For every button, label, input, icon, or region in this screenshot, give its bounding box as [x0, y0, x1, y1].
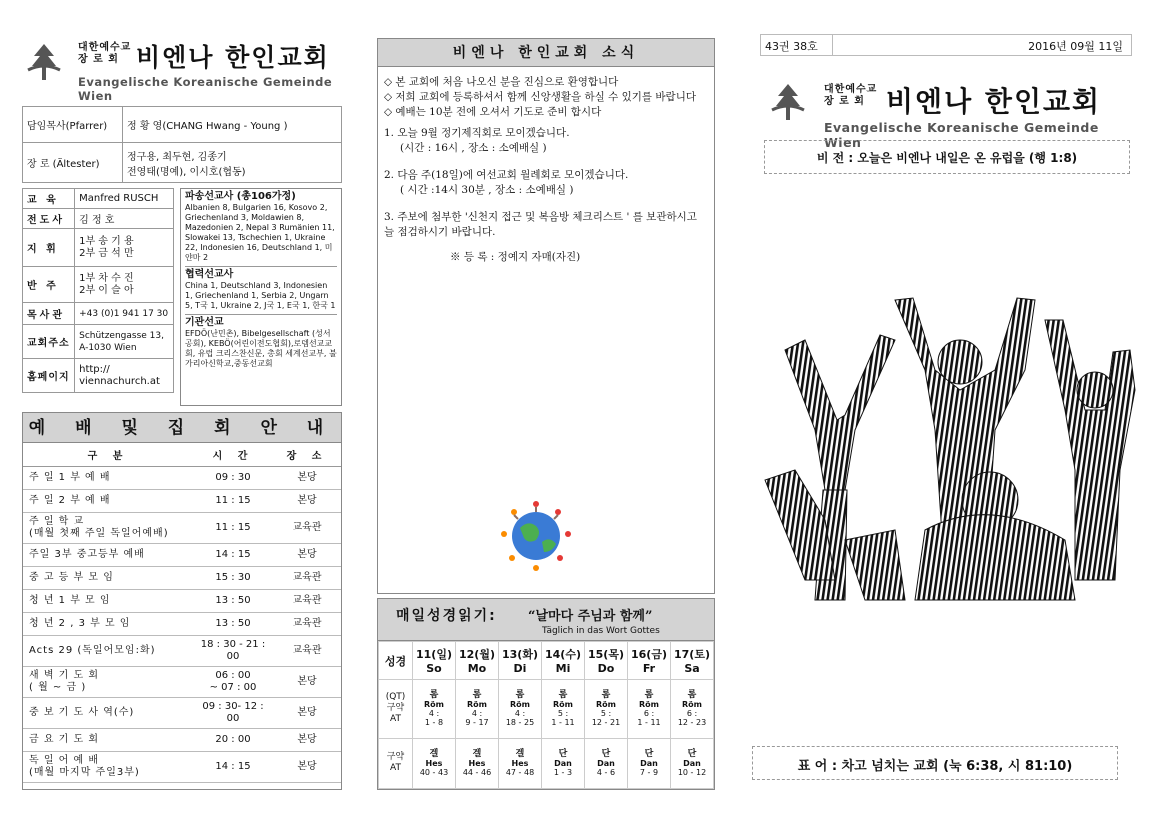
bible-book-de: Dan — [683, 759, 701, 769]
news-welcome-2: ◇ 저희 교회에 등록하셔서 함께 신앙생활을 하실 수 있기를 바랍니다 — [384, 91, 696, 103]
staff-value: 김 정 호 — [75, 209, 174, 229]
bible-book-de: Hes — [425, 759, 443, 769]
mission-text-3: EFDÖ(난민촌), Bibelgesellschaft (성서공회), KEBÖ(어린이전도협회),로뎀선교교회, 유럽 크리스찬신문, 총회 세계선교부, 불가리아신학교,중동선교회 — [185, 329, 337, 368]
bible-day: 17(토) Sa — [671, 642, 714, 680]
bible-book-kr: 단 — [601, 749, 611, 760]
bible-book-de: Röm — [510, 700, 530, 710]
bible-book-kr: 롬 — [687, 690, 697, 701]
bible-book-kr: 롬 — [515, 690, 525, 701]
staff-label: 홈페이지 — [23, 359, 75, 393]
staff-table — [22, 188, 174, 393]
news-registration: ※ 등 록 : 정예지 자매(자진) — [450, 251, 581, 263]
bible-row-head: 성경 — [379, 642, 413, 680]
bible-reading-cell — [542, 738, 585, 788]
service-name: 청 년 2 , 3 부 모 임 — [23, 613, 193, 636]
service-time: 14 : 15 — [193, 752, 273, 783]
bible-reading-cell — [671, 680, 714, 738]
staff-label: 교 육 — [23, 189, 75, 209]
staff-label: 지 휘 — [23, 229, 75, 267]
service-time: 09 : 30 — [193, 467, 273, 490]
bible-chapter: 1 - 3 — [553, 768, 573, 778]
service-row — [23, 490, 341, 513]
brand-small-bottom: 장 로 회 — [824, 96, 865, 107]
bible-book-kr: 겔 — [429, 749, 439, 760]
bible-reading-cell — [499, 680, 542, 738]
bible-chapter: 5 : 12 - 21 — [591, 709, 621, 728]
brand-small-top: 대한예수교 — [824, 84, 878, 95]
service-row — [23, 667, 341, 698]
left-brand — [22, 38, 342, 103]
bible-book-de: Röm — [553, 700, 573, 710]
bible-chapter: 7 - 9 — [639, 768, 659, 778]
mission-title-2: 협력선교사 — [185, 269, 234, 280]
bible-reading-cell — [671, 738, 714, 788]
staff-label: 전도사 — [23, 209, 75, 229]
bible-book-de: Röm — [682, 700, 702, 710]
mission-text-1: Albanien 8, Bulgarien 16, Kosovo 2, Griechenland 3, Moldawien 8, Mazedonien 2, Nepal 3 Rumänien 11, Slowakei 13, Tschechien 1, Ukraine 22, Indonesien 16, Deutschland 1, 미얀마 2 — [185, 203, 337, 267]
service-place: 교육관 — [273, 513, 341, 544]
bible-day: 15(목) Do — [585, 642, 628, 680]
bible-book-kr: 롬 — [472, 690, 482, 701]
service-time: 14 : 15 — [193, 544, 273, 567]
service-place: 교육관 — [273, 613, 341, 636]
bible-reading-cell — [585, 738, 628, 788]
staff-value: Schützengasse 13, A-1030 Wien — [75, 325, 174, 359]
bible-book-kr: 겔 — [472, 749, 482, 760]
bible-day: 11(일) So — [413, 642, 456, 680]
service-place: 교육관 — [273, 590, 341, 613]
service-time: 18 : 30 - 21 : 00 — [193, 636, 273, 667]
bible-table — [378, 641, 714, 789]
mission-title-3: 기관선교 — [185, 317, 224, 328]
issue-volume: 43권 38호 — [761, 35, 833, 55]
service-name: 주 일 1 부 예 배 — [23, 467, 193, 490]
service-time: 13 : 50 — [193, 590, 273, 613]
bible-title: 매일성경읽기: — [396, 608, 497, 624]
bible-chapter: 47 - 48 — [505, 768, 535, 778]
staff-value: +43 (0)1 941 17 30 — [75, 303, 174, 325]
news-item-2a: 2. 다음 주(18일)에 여선교회 월례회로 모이겠습니다. — [384, 169, 629, 181]
service-row — [23, 544, 341, 567]
bible-day: 12(월) Mo — [456, 642, 499, 680]
service-name: 새 벽 기 도 회 ( 월 ~ 금 ) — [23, 667, 193, 698]
service-row — [23, 467, 341, 490]
bible-day: 13(화) Di — [499, 642, 542, 680]
pastor-label: 담임목사(Pfarrer) — [23, 107, 123, 143]
bible-reading-cell — [628, 738, 671, 788]
bible-subtitle: Täglich in das Wort Gottes — [542, 626, 660, 636]
bible-book-de: Dan — [554, 759, 572, 769]
bible-book-de: Röm — [639, 700, 659, 710]
news-title: 비엔나 한인교회 소식 — [378, 39, 714, 67]
services-title: 예 배 및 집 회 안 내 — [23, 413, 341, 443]
staff-label: 반 주 — [23, 267, 75, 303]
service-place: 본당 — [273, 729, 341, 752]
service-row — [23, 567, 341, 590]
service-name: Acts 29 (독일어모임:화) — [23, 636, 193, 667]
bible-reading-cell — [413, 680, 456, 738]
service-time: 11 : 15 — [193, 513, 273, 544]
service-row — [23, 513, 341, 544]
issue-bar — [760, 34, 1132, 56]
globe-children-icon — [496, 494, 576, 574]
brand-name: 비엔나 한인교회 — [136, 43, 330, 72]
mission-text-2: China 1, Deutschland 3, Indonesien 1, Griechenland 1, Serbia 2, Ungarn 5, T국 1, Ukraine 2, J국 1, E국 1, 한국 1 — [185, 281, 337, 315]
bible-chapter: 10 - 12 — [677, 768, 707, 778]
bible-reading-cell — [499, 738, 542, 788]
service-name: 중 고 등 부 모 임 — [23, 567, 193, 590]
bible-day: 14(수) Mi — [542, 642, 585, 680]
pastor-value: 정 황 영(CHANG Hwang - Young ) — [123, 107, 342, 143]
bible-book-kr: 롬 — [429, 690, 439, 701]
service-row — [23, 613, 341, 636]
service-time: 20 : 00 — [193, 729, 273, 752]
service-name: 주 일 학 교 (매월 첫째 주일 독일어예배) — [23, 513, 193, 544]
vision-box: 비 전 : 오늘은 비엔나 내일은 온 유럽을 (행 1:8) — [764, 140, 1130, 174]
mission-title-1: 파송선교사 (총106가정) — [185, 191, 296, 202]
bible-book-de: Röm — [424, 700, 444, 710]
service-time: 06 : 00 ~ 07 : 00 — [193, 667, 273, 698]
news-welcome-3: ◇ 예배는 10분 전에 오셔서 기도로 준비 합시다 — [384, 106, 602, 118]
bible-book-kr: 롬 — [644, 690, 654, 701]
bible-book-kr: 겔 — [515, 749, 525, 760]
service-time: 11 : 15 — [193, 490, 273, 513]
service-place: 본당 — [273, 490, 341, 513]
service-place: 본당 — [273, 667, 341, 698]
news-item-1a: 1. 오늘 9월 정기제직회로 모이겠습니다. — [384, 127, 570, 139]
service-name: 주 일 2 부 예 배 — [23, 490, 193, 513]
bible-reading-cell — [628, 680, 671, 738]
bible-row2-label: 구약 AT — [379, 738, 413, 788]
church-logo-icon — [766, 80, 810, 124]
service-place: 본당 — [273, 544, 341, 567]
news-item-1b: (시간 : 16시 , 장소 : 소예배실 ) — [400, 142, 547, 154]
service-row — [23, 590, 341, 613]
service-name: 주일 3부 중고등부 예배 — [23, 544, 193, 567]
bible-reading-cell — [456, 738, 499, 788]
bible-book-kr: 롬 — [558, 690, 568, 701]
joyful-people-illustration — [745, 280, 1140, 620]
staff-label: 목사관 — [23, 303, 75, 325]
service-name: 중 보 기 도 사 역(수) — [23, 698, 193, 729]
service-place: 본당 — [273, 467, 341, 490]
staff-value: 1부 송 기 용 2부 금 석 만 — [75, 229, 174, 267]
bible-chapter: 4 : 1 - 8 — [424, 709, 444, 728]
elder-value-1: 정구용, 최두현, 김종기 — [127, 151, 227, 163]
bible-book-de: Dan — [597, 759, 615, 769]
service-row — [23, 729, 341, 752]
brand-small-bottom: 장 로 회 — [78, 54, 119, 65]
bible-quote: “날마다 주님과 함께” — [528, 609, 653, 624]
bible-reading-cell — [585, 680, 628, 738]
bible-chapter: 4 - 6 — [596, 768, 616, 778]
services-header: 장 소 — [273, 443, 341, 467]
bible-chapter: 5 : 1 - 11 — [551, 709, 575, 728]
bible-book-de: Röm — [596, 700, 616, 710]
leaders-table — [22, 106, 342, 183]
bible-book-de: Röm — [467, 700, 487, 710]
service-time: 15 : 30 — [193, 567, 273, 590]
news-section — [377, 38, 715, 594]
service-name: 금 요 기 도 회 — [23, 729, 193, 752]
bible-chapter: 4 : 9 - 17 — [465, 709, 489, 728]
bible-book-kr: 롬 — [601, 690, 611, 701]
motto-box: 표 어 : 차고 넘치는 교회 (눅 6:38, 시 81:10) — [752, 746, 1118, 780]
bible-section — [377, 598, 715, 790]
services-header: 구 분 — [23, 443, 193, 467]
news-item-3: 3. 주보에 첨부한 '신천지 접근 및 복음방 체크리스트 ' 를 보관하시고 늘 점검하시기 바랍니다. — [384, 211, 697, 238]
service-row — [23, 752, 341, 783]
elder-value-2: 전영태(명예), 이시호(협동) — [127, 166, 246, 178]
bible-book-kr: 단 — [687, 749, 697, 760]
bible-book-de: Hes — [468, 759, 486, 769]
staff-value: 1부 차 수 진 2부 이 슬 아 — [75, 267, 174, 303]
bible-reading-cell — [456, 680, 499, 738]
brand-sub: Evangelische Koreanische Gemeinde Wien — [78, 75, 333, 103]
services-header-row — [23, 443, 341, 467]
brand-sub: Evangelische Koreanische Gemeinde Wien — [824, 120, 1099, 150]
bible-reading-cell — [542, 680, 585, 738]
right-brand — [766, 78, 1126, 150]
services-header: 시 간 — [193, 443, 273, 467]
services-table — [23, 443, 341, 783]
bible-row1-label: (QT) 구약 AT — [379, 680, 413, 738]
staff-value: http:// viennachurch.at — [75, 359, 174, 393]
bible-day: 16(금) Fr — [628, 642, 671, 680]
service-name: 독 일 어 예 배 (매월 마지막 주일3부) — [23, 752, 193, 783]
brand-small-top: 대한예수교 — [78, 42, 132, 53]
bible-book-kr: 단 — [558, 749, 568, 760]
services-section — [22, 412, 342, 790]
mission-box — [180, 188, 342, 406]
bible-chapter: 44 - 46 — [462, 768, 492, 778]
elder-label: 장 로 (Ältester) — [23, 143, 123, 183]
service-time: 09 : 30- 12 : 00 — [193, 698, 273, 729]
bible-book-de: Hes — [511, 759, 529, 769]
service-name: 청 년 1 부 모 임 — [23, 590, 193, 613]
news-item-2b: ( 시간 :14시 30분 , 장소 : 소예배실 ) — [400, 184, 574, 196]
service-place: 본당 — [273, 752, 341, 783]
staff-label: 교회주소 — [23, 325, 75, 359]
elder-value — [123, 143, 342, 183]
service-time: 13 : 50 — [193, 613, 273, 636]
bible-book-de: Dan — [640, 759, 658, 769]
bible-book-kr: 단 — [644, 749, 654, 760]
brand-name: 비엔나 한인교회 — [886, 85, 1102, 118]
bible-reading-cell — [413, 738, 456, 788]
church-logo-icon — [22, 40, 66, 84]
bible-header — [378, 599, 714, 641]
bible-chapter: 40 - 43 — [419, 768, 449, 778]
service-row — [23, 636, 341, 667]
bible-chapter: 4 : 18 - 25 — [505, 709, 535, 728]
service-place: 교육관 — [273, 567, 341, 590]
service-place: 교육관 — [273, 636, 341, 667]
bible-chapter: 6 : 1 - 11 — [637, 709, 661, 728]
issue-date: 2016년 09월 11일 — [1028, 40, 1123, 53]
news-welcome-1: ◇ 본 교회에 처음 나오신 분을 진심으로 환영합니다 — [384, 76, 619, 88]
service-place: 본당 — [273, 698, 341, 729]
service-row — [23, 698, 341, 729]
staff-value: Manfred RUSCH — [75, 189, 174, 209]
bible-chapter: 6 : 12 - 23 — [677, 709, 707, 728]
